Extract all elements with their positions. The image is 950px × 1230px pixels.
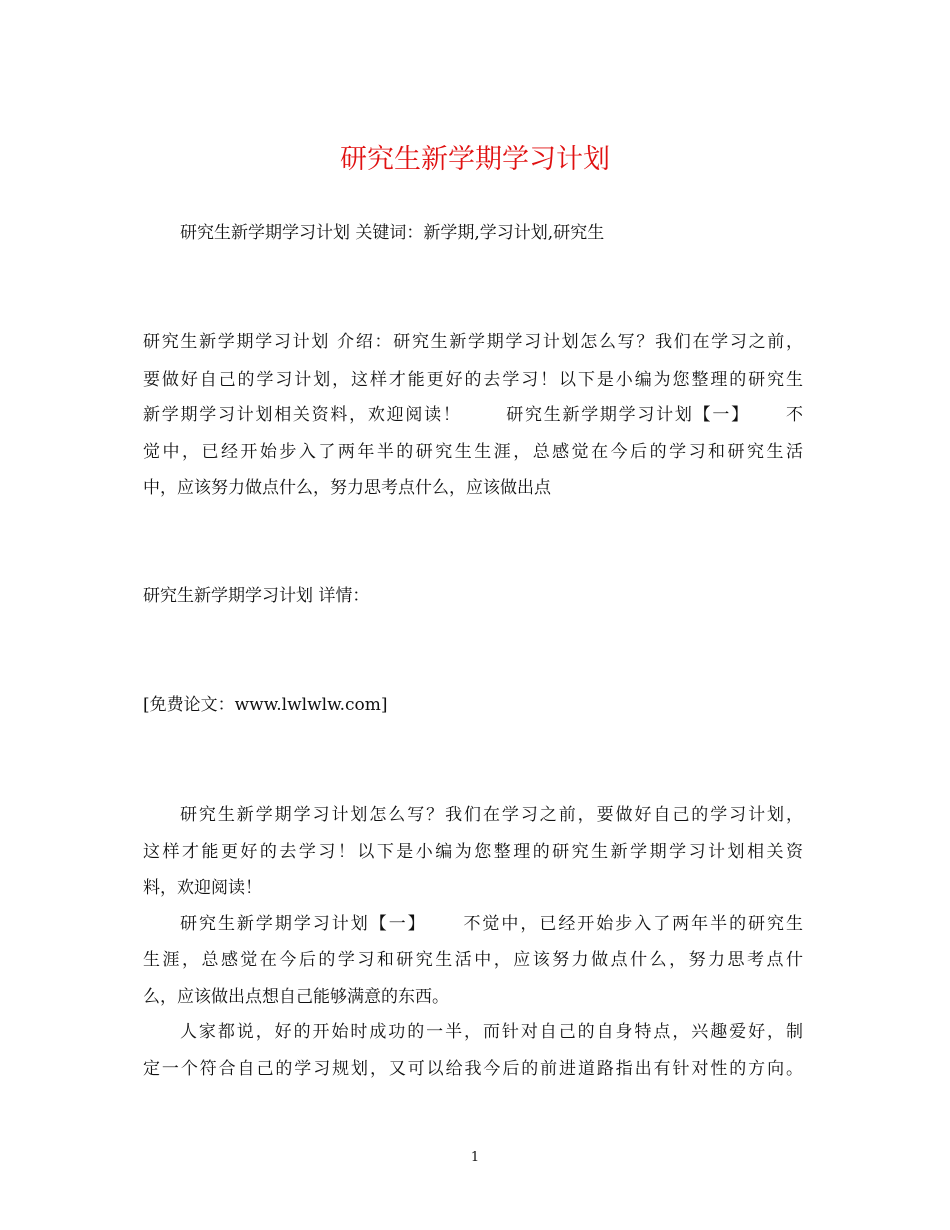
body-line: 定一个符合自己的学习规划，又可以给我今后的前进道路指出有针对性的方向。 <box>143 1059 803 1079</box>
body-line: 生涯，总感觉在今后的学习和研究生活中，应该努力做点什么，努力思考点什 <box>143 950 803 970</box>
intro-line: 新学期学习计划相关资料，欢迎阅读！ 研究生新学期学习计划【一】 不 <box>143 405 803 425</box>
intro-line: 要做好自己的学习计划，这样才能更好的去学习！以下是小编为您整理的研究生 <box>143 370 803 390</box>
keywords-line: 研究生新学期学习计划 关键词：新学期,学习计划,研究生 <box>180 223 605 243</box>
intro-line: 觉中，已经开始步入了两年半的研究生生涯，总感觉在今后的学习和研究生活 <box>143 442 803 462</box>
document-title: 研究生新学期学习计划 <box>340 144 610 175</box>
body-line: 这样才能更好的去学习！以下是小编为您整理的研究生新学期学习计划相关资 <box>143 842 803 862</box>
body-line: 研究生新学期学习计划怎么写？我们在学习之前，要做好自己的学习计划， <box>180 805 803 825</box>
body-line: 人家都说，好的开始时成功的一半，而针对自己的自身特点，兴趣爱好，制 <box>180 1022 803 1042</box>
intro-line: 研究生新学期学习计划 介绍：研究生新学期学习计划怎么写？我们在学习之前， <box>143 332 803 352</box>
body-line: 么，应该做出点想自己能够满意的东西。 <box>143 987 449 1007</box>
page-number: 1 <box>470 1150 480 1165</box>
source-note: [免费论文：www.lwlwlw.com] <box>143 695 388 715</box>
body-line: 研究生新学期学习计划【一】 不觉中，已经开始步入了两年半的研究生 <box>180 914 803 934</box>
details-label: 研究生新学期学习计划 详情： <box>143 586 370 606</box>
intro-line: 中，应该努力做点什么，努力思考点什么，应该做出点 <box>143 478 551 498</box>
body-line: 料，欢迎阅读！ <box>143 878 262 898</box>
